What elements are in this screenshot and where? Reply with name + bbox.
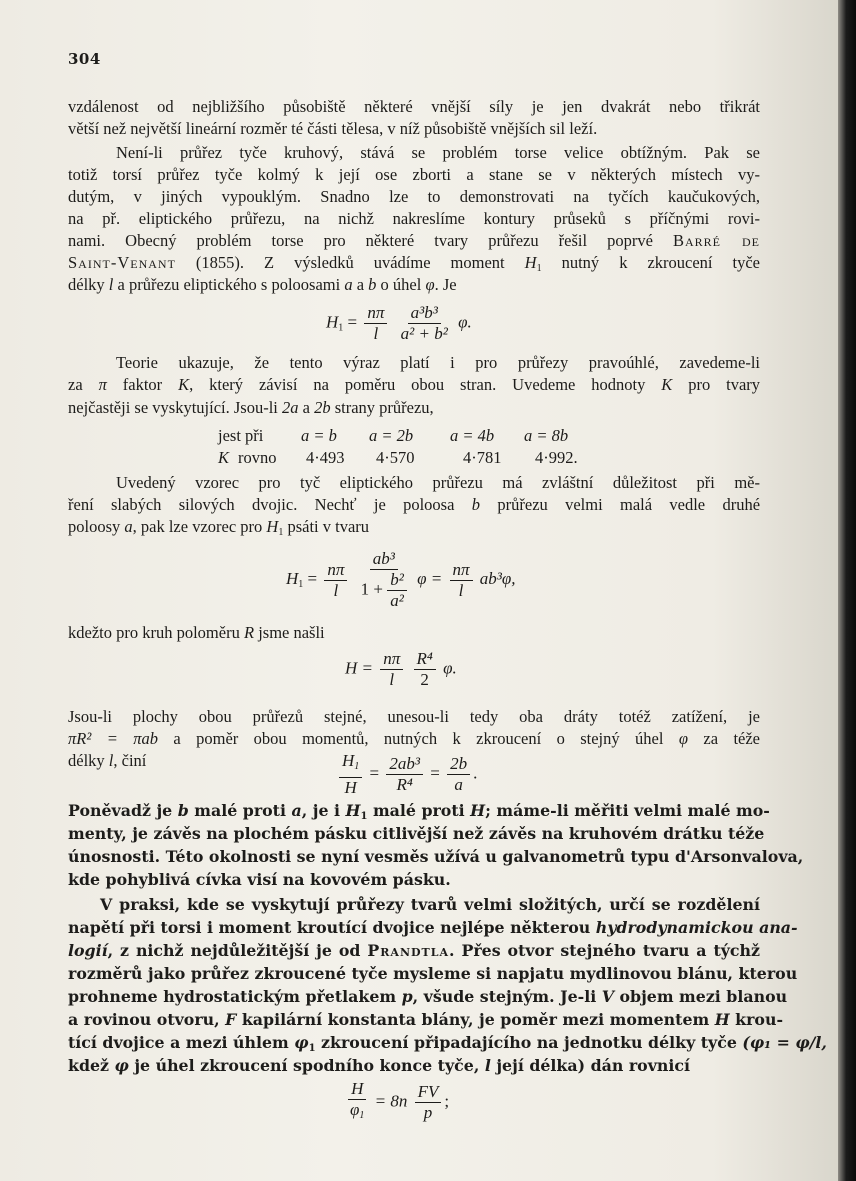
table-row-label: rovno xyxy=(238,448,277,467)
fraction xyxy=(414,650,436,689)
text-line: Uvedený vzorec pro tyč eliptického průřezu má zvláštní důležitost při mě- xyxy=(116,473,760,492)
text-span: krou- xyxy=(735,1010,784,1029)
text-span: Je xyxy=(442,275,457,294)
text-line xyxy=(68,516,760,544)
text-span: tící dvojice a mezi úhlem xyxy=(68,1033,289,1052)
fraction xyxy=(450,561,473,600)
numerator: 2b xyxy=(447,755,470,775)
numerator xyxy=(339,752,362,778)
text-line: dutým, v jiných vypouklým. Snadno lze to demonstrovati na tyčích kaučukových, xyxy=(68,187,760,206)
text-span: malé proti xyxy=(372,801,465,820)
text-line: Jsou-li plochy obou průřezů stejné, unesou-li tedy oba dráty totéž zatížení, je xyxy=(68,707,760,726)
page-number: 304 xyxy=(68,50,101,68)
denominator: l xyxy=(389,670,395,689)
denominator-part: 1 + xyxy=(360,579,383,599)
numerator: 2ab³ xyxy=(386,755,423,775)
text-line xyxy=(68,494,760,516)
text-span: faktor xyxy=(122,375,163,394)
symbol: H xyxy=(345,801,361,820)
numerator: FV xyxy=(415,1083,442,1103)
table-cell: 4·781 xyxy=(463,448,502,467)
table-cell: 4·992. xyxy=(535,448,578,467)
formula-torque-circle xyxy=(345,650,457,689)
emphasis: logií xyxy=(68,941,108,960)
text-span: objem mezi blanou xyxy=(619,987,788,1006)
formula-ratio: $\frac{H_1}{H}$ = $\frac{\text{2ab³}}{\text{R⁴}}$ = $\frac{2b}{a}$ . xyxy=(336,752,477,797)
table-row-label: jest při xyxy=(218,426,264,445)
text-span: (1855). Z výsledků uvádíme moment xyxy=(195,253,505,272)
table-header: a = 8b xyxy=(524,426,569,445)
text-line xyxy=(68,986,788,1008)
text-line xyxy=(68,1009,784,1031)
subscript: 1 xyxy=(354,761,360,772)
emphasis: hydrodynamickou ana- xyxy=(595,918,798,937)
symbol: πR² = πab xyxy=(68,729,158,748)
denominator xyxy=(347,1100,367,1125)
fraction xyxy=(364,304,387,343)
symbol: a xyxy=(291,801,302,820)
text-span: ; máme-li měřiti velmi malé mo- xyxy=(485,801,770,820)
text-span: prohneme hydrostatickým přetlakem xyxy=(68,987,397,1006)
text-line: V praksi, kde se vyskytují průřezy tvarů velmi složitých, určí se rozdělení xyxy=(100,895,760,914)
symbol: b xyxy=(471,495,481,514)
symbol: H xyxy=(266,517,279,536)
fraction xyxy=(447,755,470,794)
text-span: . Přes otvor stejného tvaru a týchž xyxy=(449,941,761,960)
subscript: 1 xyxy=(360,811,368,822)
table-header: a = b xyxy=(301,426,337,445)
denominator: p xyxy=(423,1103,433,1122)
text-line: délky l a průřezu eliptického s poloosami a a b o úhel φ. Je xyxy=(68,275,457,294)
denominator: l xyxy=(373,324,379,343)
fraction xyxy=(358,550,410,610)
denominator-part: φ xyxy=(350,1100,360,1119)
text-span: napětí při torsi i moment kroutící dvojice nejlépe některou xyxy=(68,918,591,937)
text-line: vzdálenost od nejbližšího působiště některé vnější síly je jen dvakrát nebo třikrát xyxy=(68,97,760,116)
formula-torque-approx: $H_1$ = $\frac{n\pi}{l}$ ab³ 1 + $\frac{\text{b²}}{\text{a²}}$ φ = $\frac{n\pi}{l}$ ab³φ, xyxy=(286,549,516,610)
text-span: Poněvadž je xyxy=(68,801,173,820)
denominator: l xyxy=(458,580,464,600)
text-line xyxy=(68,940,760,962)
text-span: jsme našli xyxy=(258,623,325,642)
subscript: 1 xyxy=(338,322,344,334)
fraction xyxy=(387,571,407,610)
author-name: Barré de xyxy=(672,231,760,250)
formula-torque-ellipse: $H_1$ = $\frac{n\pi}{l}$ $\frac{\text{a³b³}}{\text{a² + b²}}$ φ. xyxy=(326,303,472,343)
subscript: 1 xyxy=(536,263,542,274)
table-header: a = 4b xyxy=(450,426,495,445)
text-span: nami. Obecný problém torse pro některé tvary průřezu řešil poprvé xyxy=(68,231,653,250)
text-span: , činí xyxy=(113,751,147,770)
formula-tail: ab³φ, xyxy=(479,568,516,588)
numerator: nπ xyxy=(450,561,473,581)
text-span: nutný k zkroucení tyče xyxy=(561,253,760,272)
formula-tail: ; xyxy=(444,1091,450,1111)
text-line xyxy=(68,917,798,939)
text-span: ření slabých silových dvojic. Nechť je poloosa xyxy=(68,495,455,514)
formula-soap-film xyxy=(344,1080,449,1125)
text-line xyxy=(68,622,760,644)
text-line: za π faktor K, který závisí na poměru obou stran. Uvedeme hodnoty K pro tvary xyxy=(68,375,761,394)
text-span: za téže xyxy=(703,729,761,748)
formula-tail: φ. xyxy=(458,312,472,332)
formula-mid: = 8n xyxy=(374,1091,408,1111)
text-line: nejčastěji se vyskytující. Jsou-li 2a a 2b strany průřezu, xyxy=(68,398,434,417)
text-span: , všude stejným. Je-li xyxy=(412,987,597,1006)
fraction xyxy=(415,1083,442,1122)
denominator: a² xyxy=(390,591,404,610)
formula-lhs: H = xyxy=(345,658,373,678)
text-span: , který závisí na poměru obou stran. Uvedeme hodnoty xyxy=(189,375,646,394)
text-span: kdež xyxy=(68,1056,110,1075)
symbol: K xyxy=(661,375,673,394)
text-line: na př. eliptického průřezu, na nichž nakreslíme kontury průseků s příčnými rovi- xyxy=(68,209,760,228)
table-header: a = 2b xyxy=(369,426,414,445)
symbol: R xyxy=(243,623,255,642)
text-line xyxy=(68,230,760,252)
text-span: psáti v tvaru xyxy=(287,517,370,536)
symbol: b xyxy=(368,275,377,294)
symbol: F xyxy=(225,1010,237,1029)
numerator: a³b³ xyxy=(408,304,441,324)
formula-tail: . xyxy=(473,763,478,783)
text-line: totiž torsí průřez tyče kolmý k její ose zborti a stane se v některých místech vy- xyxy=(68,165,760,184)
symbol: V xyxy=(601,987,614,1006)
text-line: Teorie ukazuje, že tento výraz platí i pro průřezy pravoúhlé, zavedeme-li xyxy=(116,353,760,372)
text-span: její délka) dán rovnicí xyxy=(496,1056,690,1075)
formula-lhs: H xyxy=(326,312,339,332)
text-span: , pak lze vzorec pro xyxy=(132,517,263,536)
symbol: H xyxy=(470,801,486,820)
symbol: φ xyxy=(678,729,688,748)
symbol: π xyxy=(98,375,107,394)
author-name: Saint-Venant xyxy=(68,253,176,272)
text-span: délky xyxy=(68,275,105,294)
numerator: nπ xyxy=(364,304,387,324)
fraction xyxy=(339,752,362,797)
formula-tail: φ. xyxy=(443,658,457,678)
symbol: φ xyxy=(425,275,435,294)
symbol: H xyxy=(524,253,537,272)
denominator: 2 xyxy=(420,670,429,689)
text-span: , je i xyxy=(301,801,341,820)
subscript: 1 xyxy=(359,1110,365,1121)
fraction xyxy=(324,561,347,600)
text-span: o úhel xyxy=(380,275,422,294)
symbol: φ xyxy=(294,1033,309,1052)
fraction xyxy=(380,650,403,689)
text-span: a poměr obou momentů, nutných k zkroucení o stejný úhel xyxy=(173,729,664,748)
symbol: a xyxy=(124,517,133,536)
denominator: a xyxy=(454,775,463,794)
text-span: strany průřezu, xyxy=(334,398,434,417)
text-span: je úhel zkroucení spodního konce tyče, xyxy=(134,1056,480,1075)
symbol: 2b xyxy=(314,398,331,417)
table-cell: 4·570 xyxy=(376,448,415,467)
table-row-symbol: K xyxy=(218,448,230,467)
text-span: průřezu velmi malá vedle druhé xyxy=(497,495,761,514)
text-line: Není-li průřez tyče kruhový, stává se problém torse velice obtížným. Pak se xyxy=(116,143,760,162)
symbol: 2a xyxy=(282,398,299,417)
subscript: 1 xyxy=(278,527,284,538)
text-span: , z nichž nejdůležitější je od xyxy=(107,941,361,960)
text-span: pro tvary xyxy=(688,375,761,394)
symbol: φ xyxy=(114,1056,129,1075)
fraction xyxy=(386,755,423,794)
text-span: malé proti xyxy=(194,801,286,820)
symbol: b xyxy=(177,801,189,820)
subscript: 1 xyxy=(308,1043,316,1054)
text-line xyxy=(68,1055,760,1077)
binding-shadow xyxy=(838,0,856,1181)
text-line xyxy=(68,750,146,772)
text-span: a rovinou otvoru, xyxy=(68,1010,220,1029)
formula-mid: φ = xyxy=(417,568,443,588)
subscript: 1 xyxy=(298,578,304,590)
text-span: a průřezu eliptického s poloosami xyxy=(117,275,341,294)
text-span: nejčastěji se vyskytující. Jsou-li xyxy=(68,398,278,417)
text-span: kdežto pro kruh poloměru xyxy=(68,623,240,642)
symbol: H xyxy=(714,1010,730,1029)
numerator: H xyxy=(348,1080,366,1100)
formula-lhs: H xyxy=(286,568,299,588)
fraction xyxy=(398,304,451,343)
text-span: zkroucení připadajícího na jednotku délky tyče xyxy=(321,1033,737,1052)
text-span: kapilární konstanta blány, je poměr mezi momentem xyxy=(241,1010,710,1029)
symbol: p xyxy=(401,987,413,1006)
text-span: poloosy xyxy=(68,517,121,536)
numerator: b² xyxy=(387,571,407,591)
numerator: nπ xyxy=(380,650,403,670)
table-cell: 4·493 xyxy=(306,448,345,467)
fraction xyxy=(347,1080,367,1125)
denominator: a² + b² xyxy=(400,324,448,343)
text-span: délky xyxy=(68,751,105,770)
text-line: větší než největší lineární rozměr té části tělesa, v níž působiště vnějších sil leží. xyxy=(68,119,598,138)
author-name: Prandtla xyxy=(367,941,450,960)
numerator-part: H xyxy=(342,751,355,770)
denominator xyxy=(358,570,410,610)
symbol: l xyxy=(108,275,114,294)
text-line: menty, je závěs na plochém pásku citlivější než závěs na kruhovém drátku téže xyxy=(68,824,765,843)
symbol: a xyxy=(344,275,353,294)
text-line xyxy=(68,728,760,750)
denominator: H xyxy=(344,778,357,797)
symbol: (φ₁ = φ/l, xyxy=(742,1033,827,1052)
text-line: rozměrů jako průřez zkroucené tyče mysleme si napjatu mydlinovou blánu, kterou xyxy=(68,964,798,983)
symbol: l xyxy=(484,1056,491,1075)
symbol: K xyxy=(178,375,190,394)
text-line: kde pohyblivá cívka visí na kovovém pásku. xyxy=(68,870,451,889)
denominator: l xyxy=(333,580,339,600)
numerator: R⁴ xyxy=(414,650,436,670)
symbol: l xyxy=(108,751,114,770)
numerator: ab³ xyxy=(370,550,398,570)
numerator: nπ xyxy=(324,561,347,581)
denominator: R⁴ xyxy=(396,775,413,794)
text-line: únosnosti. Této okolnosti se nyní vesměs užívá u galvanometrů typu d'Arsonvalova, xyxy=(68,847,804,866)
